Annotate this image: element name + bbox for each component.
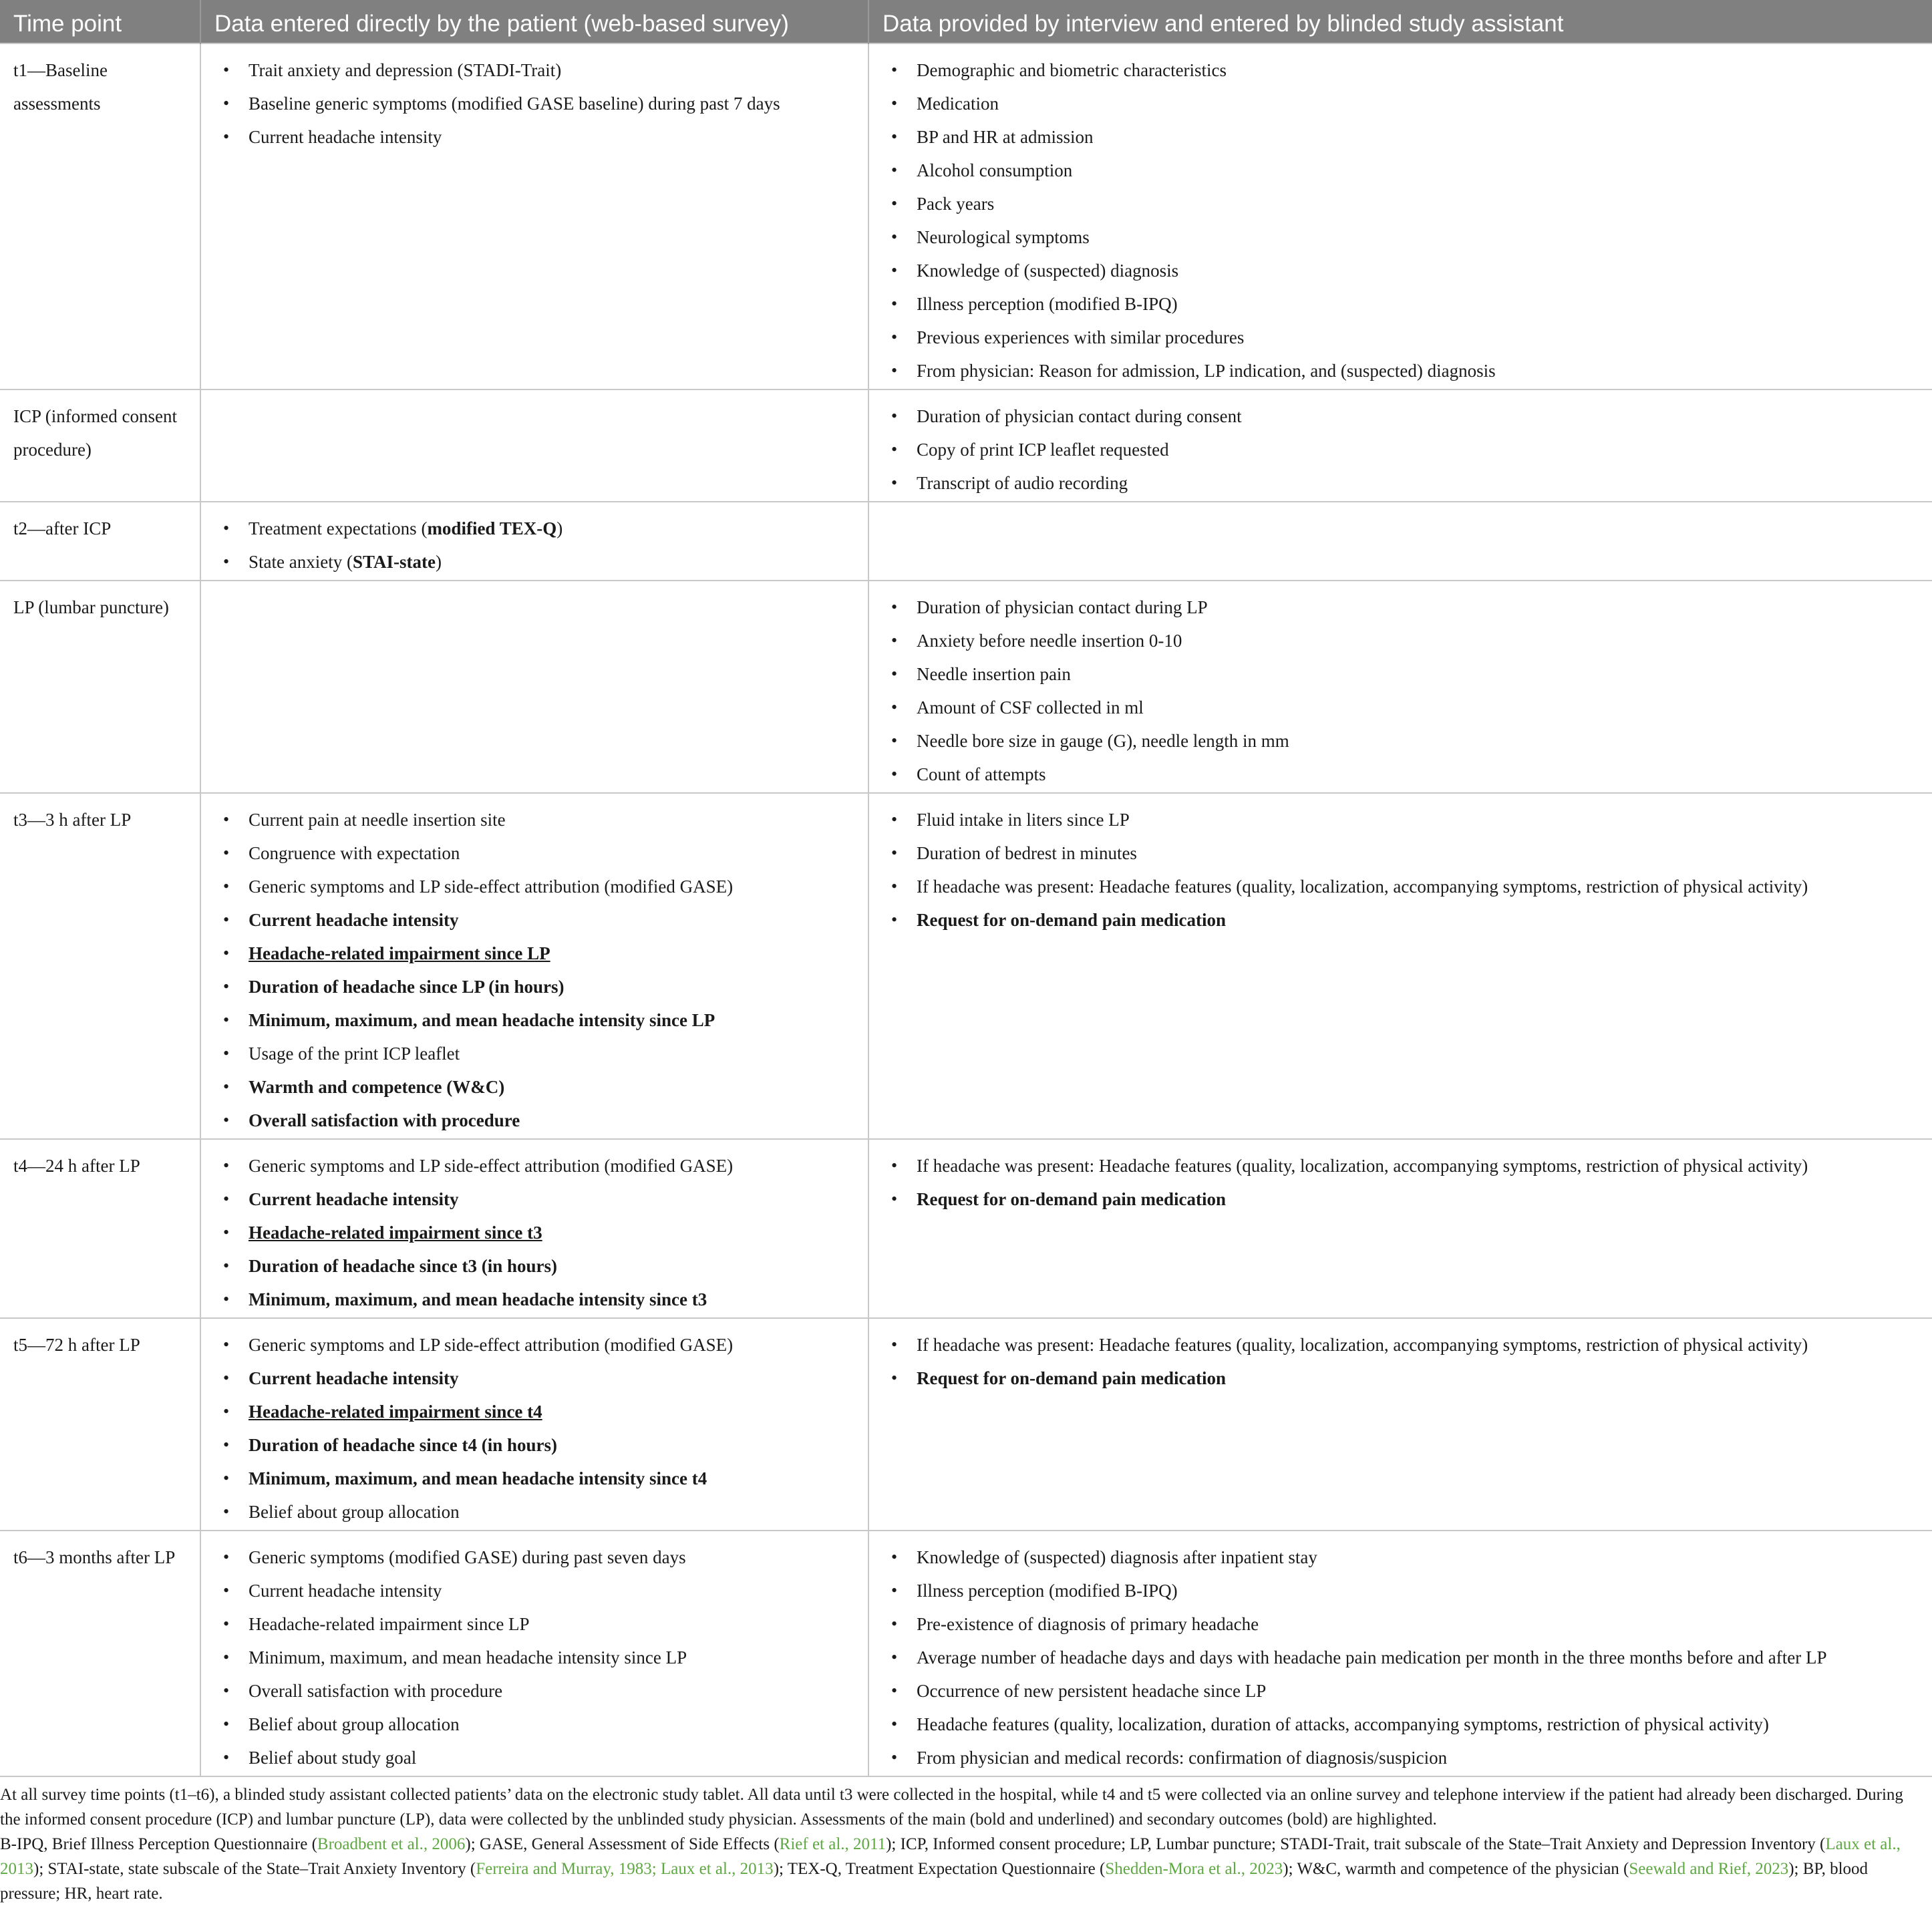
item-text: Current headache intensity: [249, 1368, 459, 1388]
table-row: [0, 581, 1932, 793]
patient-data-item: [214, 803, 856, 836]
patient-data-item: [214, 903, 856, 937]
assistant-data-item: [882, 1328, 1920, 1362]
item-text-bold: STAI-state: [352, 552, 436, 572]
assistant-data-item: [882, 220, 1920, 254]
item-text: Generic symptoms and LP side-effect attribution (modified GASE): [249, 1335, 734, 1355]
patient-data-item: [214, 53, 856, 87]
assistant-data-item: [882, 691, 1920, 724]
assistant-data-item: [882, 1149, 1920, 1182]
item-text: Overall satisfaction with procedure: [249, 1681, 503, 1701]
patient-data-item: [214, 1104, 856, 1137]
header-time-point: Time point: [0, 0, 200, 43]
item-text: Duration of physician contact during consent: [917, 406, 1242, 426]
assistant-data-item: [882, 758, 1920, 791]
item-text: Duration of headache since t3 (in hours): [249, 1256, 558, 1276]
time-point-cell: t3—3 h after LP: [0, 793, 200, 1139]
patient-data-item: [214, 1428, 856, 1462]
item-text: Copy of print ICP leaflet requested: [917, 440, 1169, 460]
patient-data-item: [214, 1037, 856, 1070]
item-text: Headache-related impairment since LP: [249, 943, 550, 963]
assistant-data-cell: [868, 389, 1932, 502]
item-text: Demographic and biometric characteristics: [917, 60, 1227, 80]
item-text: Pack years: [917, 194, 995, 214]
item-text: Knowledge of (suspected) diagnosis after inpatient stay: [917, 1547, 1317, 1567]
item-text: Request for on-demand pain medication: [917, 1189, 1227, 1209]
item-text: Medication: [917, 94, 999, 114]
item-text: Current headache intensity: [249, 1581, 442, 1601]
item-text: Belief about group allocation: [249, 1714, 460, 1734]
assistant-data-item: [882, 724, 1920, 758]
abbreviation-text: ); ICP, Informed consent procedure; LP, Lumbar puncture; STADI-Trait, trait subscale of the State–Trait Anxiety and Depression Inventory (: [886, 1835, 1826, 1853]
abbreviation-text: ); GASE, General Assessment of Side Effects (: [465, 1835, 780, 1853]
assistant-data-list: [882, 1328, 1920, 1395]
patient-data-item: [214, 1641, 856, 1674]
item-text: Previous experiences with similar procedures: [917, 327, 1245, 347]
time-point-cell: ICP (informed consent procedure): [0, 389, 200, 502]
item-text: Transcript of audio recording: [917, 473, 1128, 493]
assistant-data-item: [882, 1708, 1920, 1741]
item-text: Fluid intake in liters since LP: [917, 810, 1130, 830]
table-row: [0, 1531, 1932, 1776]
assistant-data-item: [882, 803, 1920, 836]
assistant-data-item: [882, 1362, 1920, 1395]
item-text: Amount of CSF collected in ml: [917, 697, 1144, 718]
patient-data-cell: [200, 1531, 868, 1776]
assistant-data-cell: [868, 43, 1932, 389]
item-text: Duration of bedrest in minutes: [917, 843, 1137, 863]
item-text: Baseline generic symptoms (modified GASE baseline) during past 7 days: [249, 94, 780, 114]
assistant-data-item: [882, 591, 1920, 624]
patient-data-item: [214, 1495, 856, 1529]
assistant-data-item: [882, 1674, 1920, 1708]
table-body: [0, 43, 1932, 1776]
assistant-data-list: [882, 400, 1920, 500]
item-text: Illness perception (modified B-IPQ): [917, 294, 1178, 314]
assistant-data-list: [882, 591, 1920, 791]
patient-data-item: [214, 836, 856, 870]
item-text: Request for on-demand pain medication: [917, 1368, 1227, 1388]
item-text: Current headache intensity: [249, 127, 442, 147]
assistant-data-item: [882, 154, 1920, 187]
assistant-data-cell: [868, 1139, 1932, 1318]
table-row: [0, 502, 1932, 581]
assistant-data-item: [882, 466, 1920, 500]
patient-data-item: [214, 1395, 856, 1428]
patient-data-item: [214, 545, 856, 579]
patient-data-item: [214, 1283, 856, 1316]
patient-data-cell: [200, 502, 868, 581]
assistant-data-item: [882, 1541, 1920, 1574]
assistant-data-item: [882, 657, 1920, 691]
patient-data-list: [214, 1328, 856, 1529]
item-text: Minimum, maximum, and mean headache intensity since t4: [249, 1468, 707, 1488]
patient-data-item: [214, 1607, 856, 1641]
patient-data-item: [214, 1328, 856, 1362]
patient-data-list: [214, 1541, 856, 1774]
patient-data-list: [214, 53, 856, 154]
item-text: Current headache intensity: [249, 1189, 459, 1209]
time-point-cell: t6—3 months after LP: [0, 1531, 200, 1776]
footnote-paragraph: At all survey time points (t1–t6), a blinded study assistant collected patients’ data on the electronic study tablet. All data until t3 were collected in the hospital, while t4 and t5 were collected via an online survey and telephone interview if the patient had already been discharged. During the informed consent procedure (ICP) and lumbar puncture (LP), data were collected by the unblinded study physician. Assessments of the main (bold and underlined) and secondary outcomes (bold) are highlighted.: [0, 1786, 1903, 1829]
assistant-data-list: [882, 1541, 1920, 1774]
time-point-cell: t5—72 h after LP: [0, 1318, 200, 1531]
assistant-data-item: [882, 1641, 1920, 1674]
item-text: Alcohol consumption: [917, 160, 1073, 180]
item-text: From physician: Reason for admission, LP indication, and (suspected) diagnosis: [917, 361, 1496, 381]
item-text: Duration of headache since t4 (in hours): [249, 1435, 558, 1455]
assistant-data-cell: [868, 793, 1932, 1139]
patient-data-item: [214, 970, 856, 1003]
patient-data-item: [214, 1741, 856, 1774]
patient-data-item: [214, 937, 856, 970]
patient-data-item: [214, 1149, 856, 1182]
time-point-cell: LP (lumbar puncture): [0, 581, 200, 793]
item-text: Average number of headache days and days with headache pain medication per month in the three months before and after LP: [917, 1647, 1827, 1667]
time-point-cell: t4—24 h after LP: [0, 1139, 200, 1318]
assistant-data-item: [882, 1607, 1920, 1641]
item-text: Generic symptoms and LP side-effect attribution (modified GASE): [249, 1156, 734, 1176]
assistant-data-item: [882, 433, 1920, 466]
patient-data-item: [214, 1674, 856, 1708]
patient-data-item: [214, 87, 856, 120]
table-row: [0, 1139, 1932, 1318]
header-row: [0, 0, 1932, 43]
assistant-data-cell: [868, 581, 1932, 793]
item-text: ): [435, 552, 442, 572]
item-text: From physician and medical records: confirmation of diagnosis/suspicion: [917, 1748, 1448, 1768]
patient-data-cell: [200, 389, 868, 502]
item-text: If headache was present: Headache features (quality, localization, accompanying symptoms, restriction of physical activity): [917, 877, 1808, 897]
item-text: Current pain at needle insertion site: [249, 810, 506, 830]
item-text: Duration of headache since LP (in hours): [249, 977, 565, 997]
item-text: Belief about study goal: [249, 1748, 417, 1768]
item-text: If headache was present: Headache features (quality, localization, accompanying symptoms, restriction of physical activity): [917, 1156, 1808, 1176]
assistant-data-item: [882, 400, 1920, 433]
item-text: Treatment expectations (: [249, 518, 428, 538]
item-text: Headache features (quality, localization, duration of attacks, accompanying symptoms, restriction of physical activity): [917, 1714, 1769, 1734]
item-text: Headache-related impairment since t4: [249, 1402, 542, 1422]
patient-data-item: [214, 1574, 856, 1607]
assistant-data-item: [882, 903, 1920, 937]
table-row: [0, 793, 1932, 1139]
item-text: Generic symptoms and LP side-effect attribution (modified GASE): [249, 877, 734, 897]
table-row: [0, 43, 1932, 389]
patient-data-cell: [200, 1318, 868, 1531]
item-text: Overall satisfaction with procedure: [249, 1110, 520, 1130]
assistant-data-item: [882, 87, 1920, 120]
abbreviation-text: B-IPQ, Brief Illness Perception Questionnaire (: [0, 1835, 317, 1853]
patient-data-item: [214, 1003, 856, 1037]
item-text: Duration of physician contact during LP: [917, 597, 1208, 617]
patient-data-cell: [200, 43, 868, 389]
assistant-data-item: [882, 1741, 1920, 1774]
assistant-data-list: [882, 53, 1920, 387]
assistant-data-item: [882, 1574, 1920, 1607]
item-text: Occurrence of new persistent headache since LP: [917, 1681, 1267, 1701]
patient-data-item: [214, 1708, 856, 1741]
item-text: Generic symptoms (modified GASE) during past seven days: [249, 1547, 686, 1567]
assistant-data-list: [882, 803, 1920, 937]
item-text: Needle bore size in gauge (G), needle length in mm: [917, 731, 1289, 751]
assistant-data-item: [882, 321, 1920, 354]
item-text: Count of attempts: [917, 764, 1046, 784]
item-text: Headache-related impairment since t3: [249, 1223, 542, 1243]
patient-data-cell: [200, 581, 868, 793]
item-text-bold: modified TEX-Q: [427, 518, 557, 538]
item-text: Anxiety before needle insertion 0-10: [917, 631, 1182, 651]
assistant-data-item: [882, 836, 1920, 870]
reference-link[interactable]: Rief et al., 2011: [779, 1835, 887, 1853]
assistant-data-cell: [868, 1531, 1932, 1776]
header-assistant-entered: Data provided by interview and entered by blinded study assistant: [868, 0, 1932, 43]
item-text: Request for on-demand pain medication: [917, 910, 1227, 930]
time-point-cell: t2—after ICP: [0, 502, 200, 581]
reference-link[interactable]: Shedden-Mora et al., 2023: [1105, 1860, 1283, 1878]
item-text: Minimum, maximum, and mean headache intensity since t3: [249, 1289, 707, 1309]
item-text: Congruence with expectation: [249, 843, 460, 863]
patient-data-item: [214, 1070, 856, 1104]
item-text: Warmth and competence (W&C): [249, 1077, 505, 1097]
item-text: Minimum, maximum, and mean headache intensity since LP: [249, 1010, 715, 1030]
assistant-data-item: [882, 624, 1920, 657]
abbreviation-text: ); STAI-state, state subscale of the State–Trait Anxiety Inventory (: [33, 1860, 476, 1878]
patient-data-cell: [200, 1139, 868, 1318]
item-text: State anxiety (: [249, 552, 353, 572]
table-header: [0, 0, 1932, 43]
item-text: Current headache intensity: [249, 910, 459, 930]
abbreviation-text: ); BP, blood pressure; HR, heart rate.: [0, 1860, 1869, 1903]
assistant-data-item: [882, 254, 1920, 287]
assistant-data-cell: [868, 502, 1932, 581]
item-text: Belief about group allocation: [249, 1502, 460, 1522]
patient-data-item: [214, 1182, 856, 1216]
abbreviation-text: ); W&C, warmth and competence of the physician (: [1283, 1860, 1629, 1878]
patient-data-item: [214, 870, 856, 903]
reference-link[interactable]: Broadbent et al., 2006: [317, 1835, 466, 1853]
patient-data-item: [214, 120, 856, 154]
patient-data-item: [214, 1462, 856, 1495]
patient-data-cell: [200, 793, 868, 1139]
patient-data-item: [214, 1216, 856, 1249]
item-text: Minimum, maximum, and mean headache intensity since LP: [249, 1647, 687, 1667]
patient-data-list: [214, 1149, 856, 1316]
abbreviation-text: ); TEX-Q, Treatment Expectation Questionnaire (: [773, 1860, 1106, 1878]
patient-data-item: [214, 1249, 856, 1283]
patient-data-item: [214, 1541, 856, 1574]
table-footnote: [0, 1777, 1932, 1906]
patient-data-list: [214, 512, 856, 579]
item-text: Usage of the print ICP leaflet: [249, 1044, 460, 1064]
footnote-abbreviations: [0, 1832, 1923, 1906]
assistant-data-item: [882, 870, 1920, 903]
assistant-data-list: [882, 1149, 1920, 1216]
assistant-data-cell: [868, 1318, 1932, 1531]
patient-data-item: [214, 512, 856, 545]
item-text: ): [556, 518, 563, 538]
reference-link[interactable]: Ferreira and Murray, 1983; Laux et al., 2013: [476, 1860, 774, 1878]
table-row: [0, 389, 1932, 502]
assistant-data-item: [882, 53, 1920, 87]
assistant-data-item: [882, 1182, 1920, 1216]
reference-link[interactable]: Laux et al., 2013: [0, 1835, 1901, 1878]
item-text: Trait anxiety and depression (STADI-Trait): [249, 60, 562, 80]
assistant-data-item: [882, 354, 1920, 387]
item-text: Knowledge of (suspected) diagnosis: [917, 261, 1179, 281]
header-patient-entered: Data entered directly by the patient (web-based survey): [200, 0, 868, 43]
table-row: [0, 1318, 1932, 1531]
item-text: Headache-related impairment since LP: [249, 1614, 530, 1634]
assistant-data-item: [882, 287, 1920, 321]
time-point-cell: t1—Baseline assessments: [0, 43, 200, 389]
assistant-data-item: [882, 120, 1920, 154]
item-text: Neurological symptoms: [917, 227, 1090, 247]
assistant-data-item: [882, 187, 1920, 220]
item-text: If headache was present: Headache features (quality, localization, accompanying symptoms, restriction of physical activity): [917, 1335, 1808, 1355]
reference-link[interactable]: Seewald and Rief, 2023: [1629, 1860, 1789, 1878]
item-text: Needle insertion pain: [917, 664, 1071, 684]
patient-data-list: [214, 803, 856, 1137]
item-text: Illness perception (modified B-IPQ): [917, 1581, 1178, 1601]
item-text: BP and HR at admission: [917, 127, 1094, 147]
item-text: Pre-existence of diagnosis of primary headache: [917, 1614, 1259, 1634]
patient-data-item: [214, 1362, 856, 1395]
